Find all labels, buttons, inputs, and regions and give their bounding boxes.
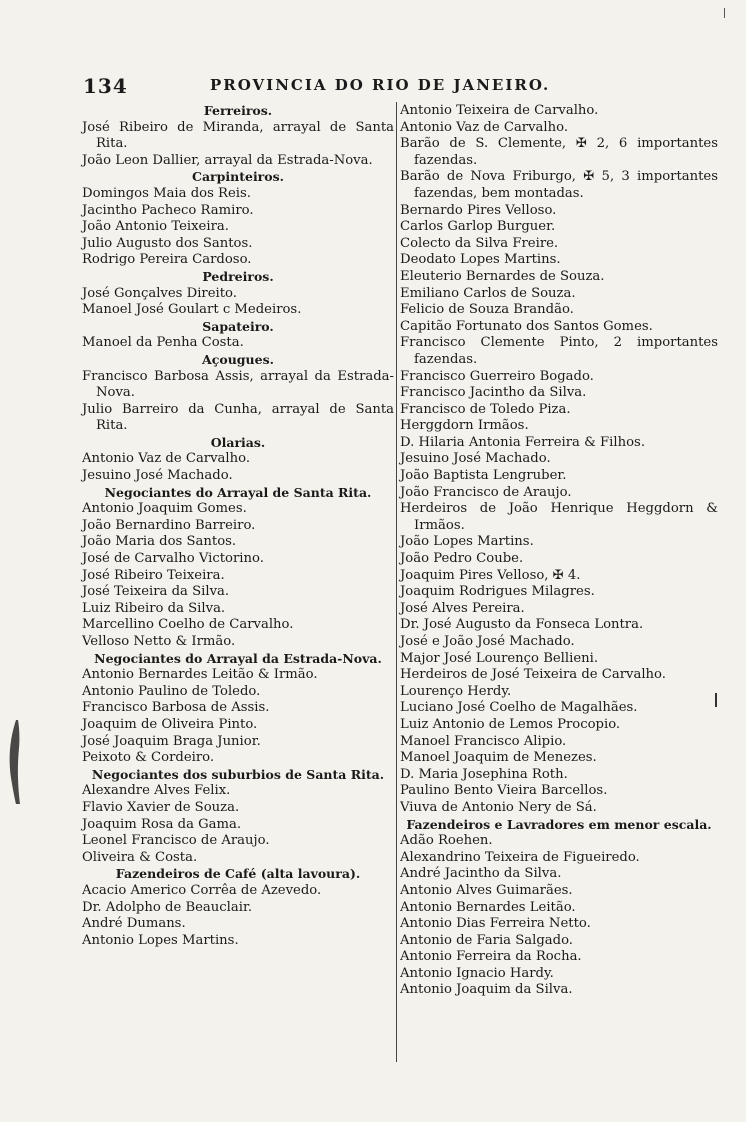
- right-list-entry: Barão de S. Clemente, ✠ 2, 6 importantes fazendas.: [400, 136, 718, 168]
- left-list-entry: Francisco Barbosa de Assis.: [82, 700, 270, 716]
- left-list-entry: José de Carvalho Victorino.: [82, 551, 264, 567]
- left-list-entry: João Maria dos Santos.: [82, 534, 237, 550]
- right-list-entry: Felicio de Souza Brandão.: [400, 302, 574, 318]
- right-list-entry: João Baptista Lengruber.: [400, 468, 567, 484]
- right-list-entry: Barão de Nova Friburgo, ✠ 5, 3 importantes fazendas, bem montadas.: [400, 169, 718, 201]
- left-list-entry: Marcellino Coelho de Carvalho.: [82, 617, 294, 633]
- left-section-heading: Sapateiro.: [202, 318, 274, 334]
- right-list-entry: João Lopes Martins.: [400, 534, 534, 550]
- right-list-entry: D. Maria Josephina Roth.: [400, 766, 568, 782]
- left-list-entry: Luiz Ribeiro da Silva.: [82, 600, 226, 616]
- left-section-heading: Pedreiros.: [202, 268, 274, 284]
- left-list-entry: Acacio Americo Corrêa de Azevedo.: [82, 882, 322, 898]
- right-list-entry: Paulino Bento Vieira Barcellos.: [400, 783, 608, 799]
- right-list-entry: Major José Lourenço Bellieni.: [400, 650, 599, 666]
- right-list-entry: Francisco Clemente Pinto, 2 importantes fazendas.: [400, 335, 718, 367]
- left-list-entry: Alexandre Alves Felix.: [82, 783, 231, 799]
- left-list-entry: Oliveira & Costa.: [82, 849, 198, 865]
- left-list-entry: Peixoto & Cordeiro.: [82, 750, 215, 766]
- right-list-entry: Colecto da Silva Freire.: [400, 235, 559, 251]
- right-list-entry: Carlos Garlop Burguer.: [400, 219, 556, 235]
- right-section-heading: Fazendeiros e Lavradores em menor escala.: [406, 816, 712, 832]
- right-list-entry: José Alves Pereira.: [400, 600, 525, 616]
- right-list-entry: Francisco de Toledo Piza.: [400, 401, 571, 417]
- left-list-entry: Jesuino José Machado.: [82, 468, 233, 484]
- left-list-entry: Flavio Xavier de Souza.: [82, 799, 240, 815]
- right-list-entry: João Francisco de Araujo.: [400, 484, 572, 500]
- right-list-entry: Antonio Alves Guimarães.: [400, 882, 573, 898]
- left-section-heading: Olarias.: [210, 434, 266, 450]
- right-list-entry: Manoel Joaquim de Menezes.: [400, 750, 597, 766]
- column-divider: [396, 102, 397, 1062]
- left-list-entry: João Bernardino Barreiro.: [82, 517, 256, 533]
- left-section-heading: Negociantes dos suburbios de Santa Rita.: [91, 766, 385, 782]
- page-number: 134: [83, 74, 128, 98]
- left-section-heading: Negociantes do Arrayal de Santa Rita.: [104, 484, 372, 500]
- right-list-entry: Francisco Jacintho da Silva.: [400, 385, 587, 401]
- right-list-entry: Antonio de Faria Salgado.: [400, 932, 573, 948]
- left-list-entry: Joaquim de Oliveira Pinto.: [82, 716, 258, 732]
- right-list-entry: Adão Roehen.: [400, 833, 493, 849]
- left-section-heading: Açougues.: [202, 351, 274, 367]
- left-list-entry: Antonio Joaquim Gomes.: [82, 501, 247, 517]
- left-list-entry: Antonio Vaz de Carvalho.: [82, 451, 251, 467]
- left-list-entry: Dr. Adolpho de Beauclair.: [82, 899, 253, 915]
- right-list-entry: Antonio Ignacio Hardy.: [400, 965, 554, 981]
- right-list-entry: José e João José Machado.: [400, 634, 575, 649]
- left-list-entry: João Leon Dallier, arrayal da Estrada-Nova.: [82, 152, 373, 168]
- right-list-entry: Lourenço Herdy.: [400, 683, 512, 699]
- right-list-entry: Emiliano Carlos de Souza.: [400, 285, 576, 301]
- left-list-entry: Antonio Bernardes Leitão & Irmão.: [82, 667, 318, 683]
- left-list-entry: José Teixeira da Silva.: [82, 584, 230, 600]
- right-list-entry: Antonio Dias Ferreira Netto.: [400, 916, 591, 932]
- left-list-entry: Joaquim Rosa da Gama.: [82, 816, 242, 832]
- right-list-entry: Viuva de Antonio Nery de Sá.: [400, 799, 597, 815]
- left-list-entry: Manoel da Penha Costa.: [82, 335, 244, 351]
- right-list-entry: Herggdorn Irmãos.: [400, 418, 529, 434]
- right-list-entry: Joaquim Rodrigues Milagres.: [400, 584, 595, 600]
- left-list-entry: André Dumans.: [82, 916, 186, 932]
- left-list-entry: José Gonçalves Direito.: [82, 285, 237, 301]
- left-list-entry: Antonio Paulino de Toledo.: [82, 683, 261, 699]
- right-list-entry: Antonio Ferreira da Rocha.: [400, 949, 582, 965]
- left-list-entry: Antonio Lopes Martins.: [82, 932, 239, 948]
- right-list-entry: D. Hilaria Antonia Ferreira & Filhos.: [400, 434, 646, 450]
- right-list-entry: Eleuterio Bernardes de Souza.: [400, 268, 605, 284]
- left-list-entry: Jacintho Pacheco Ramiro.: [82, 202, 254, 218]
- left-list-entry: Domingos Maia dos Reis.: [82, 185, 251, 201]
- left-section-heading: Ferreiros.: [203, 103, 273, 118]
- right-list-entry: Luciano José Coelho de Magalhães.: [400, 700, 638, 716]
- right-list-entry: Dr. José Augusto da Fonseca Lontra.: [400, 617, 644, 633]
- right-list-entry: André Jacintho da Silva.: [400, 866, 562, 882]
- left-list-entry: Leonel Francisco de Araujo.: [82, 833, 270, 849]
- left-list-entry: José Joaquim Braga Junior.: [82, 733, 261, 749]
- left-list-entry: Francisco Barbosa Assis, arrayal da Estrada-Nova.: [82, 368, 394, 401]
- margin-mark: [715, 693, 717, 707]
- right-list-entry: Deodato Lopes Martins.: [400, 252, 561, 268]
- binding-shadow: [6, 718, 22, 806]
- right-list-entry: Francisco Guerreiro Bogado.: [400, 368, 594, 384]
- right-list-entry: Manoel Francisco Alipio.: [400, 733, 567, 749]
- right-list-entry: João Pedro Coube.: [400, 551, 524, 567]
- left-list-entry: Rodrigo Pereira Cardoso.: [82, 252, 252, 268]
- right-column: [400, 103, 718, 999]
- left-list-entry: João Antonio Teixeira.: [82, 219, 229, 235]
- right-list-entry: Bernardo Pires Velloso.: [400, 202, 557, 218]
- right-list-entry: Jesuino José Machado.: [400, 451, 551, 467]
- left-list-entry: José Ribeiro Teixeira.: [82, 567, 225, 583]
- left-list-entry: Velloso Netto & Irmão.: [82, 634, 236, 649]
- left-list-entry: Julio Augusto dos Santos.: [82, 235, 253, 251]
- left-list-entry: José Ribeiro de Miranda, arrayal de Santa Rita.: [82, 119, 394, 152]
- right-list-entry: Herdeiros de José Teixeira de Carvalho.: [400, 667, 666, 683]
- right-list-entry: Antonio Vaz de Carvalho.: [400, 119, 569, 135]
- right-list-entry: Herdeiros de João Henrique Heggdorn & Irmãos.: [400, 501, 718, 533]
- left-section-heading: Negociantes do Arrayal da Estrada-Nova.: [94, 650, 382, 666]
- page-edge-mark: [724, 8, 725, 18]
- left-section-heading: Fazendeiros de Café (alta lavoura).: [115, 866, 361, 882]
- right-list-entry: Joaquim Pires Velloso, ✠ 4.: [400, 567, 581, 583]
- right-list-entry: Antonio Teixeira de Carvalho.: [400, 103, 599, 118]
- left-section-heading: Carpinteiros.: [192, 169, 284, 185]
- right-list-entry: Capitão Fortunato dos Santos Gomes.: [400, 318, 653, 334]
- left-column: [82, 103, 394, 949]
- right-list-entry: Antonio Bernardes Leitão.: [400, 899, 576, 915]
- right-list-entry: Alexandrino Teixeira de Figueiredo.: [400, 849, 640, 865]
- running-head: PROVINCIA DO RIO DE JANEIRO.: [210, 76, 551, 94]
- left-list-entry: Julio Barreiro da Cunha, arrayal de Santa Rita.: [82, 401, 394, 434]
- right-list-entry: Luiz Antonio de Lemos Procopio.: [400, 716, 621, 732]
- right-list-entry: Antonio Joaquim da Silva.: [400, 982, 573, 998]
- left-list-entry: Manoel José Goulart c Medeiros.: [82, 302, 302, 318]
